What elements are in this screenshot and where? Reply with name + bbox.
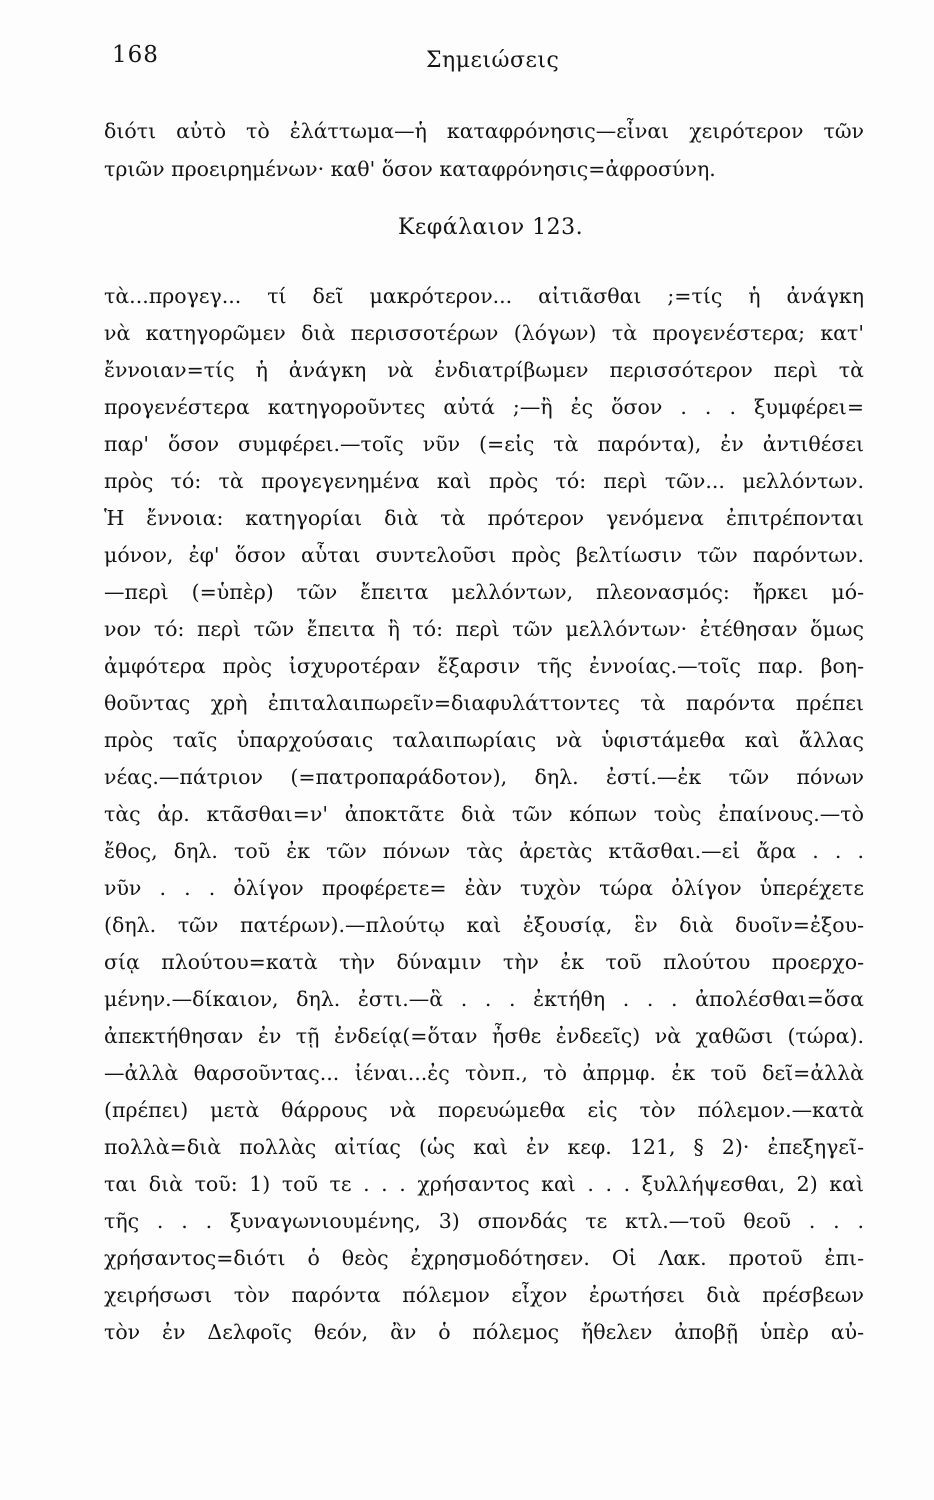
text-line: προγενέστερα κατηγοροῦντες αὐτά ;—ἢ ἐς ὅσον . . . ξυμφέρει= [104, 395, 864, 419]
text-line: πρὸς τό: τὰ προγεγενημένα καὶ πρὸς τό: περὶ τῶν... μελλόντων. [104, 469, 864, 493]
text-line: χρήσαντος=διότι ὁ θεὸς ἐχρησμοδότησεν. Οἱ Λακ. προτοῦ ἐπι- [104, 1246, 864, 1270]
text-line: νῦν . . . ὀλίγον προφέρετε= ἐὰν τυχὸν τώρα ὀλίγον ὑπερέχετε [104, 876, 864, 900]
text-line: πρὸς ταῖς ὑπαρχούσαις ταλαιπωρίαις νὰ ὑφιστάμεθα καὶ ἄλλας [104, 728, 864, 752]
running-title: Σημειώσεις [426, 48, 560, 73]
text-line: σίᾳ πλούτου=κατὰ τὴν δύναμιν τὴν ἐκ τοῦ πλούτου προερχο- [104, 950, 864, 974]
text-line: ἔννοιαν=τίς ἡ ἀνάγκη νὰ ἐνδιατρίβωμεν περισσότερον περὶ τὰ [104, 358, 864, 382]
text-line: —ἀλλὰ θαρσοῦντας... ἰέναι...ἐς τὸνπ., τὸ ἀπρμφ. ἐκ τοῦ δεῖ=ἀλλὰ [104, 1061, 864, 1085]
text-line: νὰ κατηγορῶμεν διὰ περισσοτέρων (λόγων) τὰ προγενέστερα; κατ' [104, 321, 864, 345]
text-line: διότι αὐτὸ τὸ ἐλάττωμα—ἡ καταφρόνησις—εἶναι χειρότερον τῶν [104, 119, 864, 143]
page-number: 168 [112, 42, 159, 68]
text-line: (δηλ. τῶν πατέρων).—πλούτῳ καὶ ἐξουσίᾳ, ἓν διὰ δυοῖν=ἐξου- [104, 913, 864, 937]
text-line: (πρέπει) μετὰ θάρρους νὰ πορευώμεθα εἰς τὸν πόλεμον.—κατὰ [104, 1098, 864, 1122]
text-line: ἀπεκτήθησαν ἐν τῇ ἐνδείᾳ(=ὅταν ἦσθε ἐνδεεῖς) νὰ χαθῶσι (τώρα). [104, 1024, 864, 1048]
text-line: τὰ...προγεγ... τί δεῖ μακρότερον... αἰτιᾶσθαι ;=τίς ἡ ἀνάγκη [104, 284, 864, 308]
text-line: πολλὰ=διὰ πολλὰς αἰτίας (ὡς καὶ ἐν κεφ. 121, § 2)· ἐπεξηγεῖ- [104, 1135, 864, 1159]
text-line: Ἡ ἔννοια: κατηγορίαι διὰ τὰ πρότερον γενόμενα ἐπιτρέπονται [104, 506, 864, 530]
text-line: τὰς ἀρ. κτᾶσθαι=ν' ἀποκτᾶτε διὰ τῶν κόπων τοὺς ἐπαίνους.—τὸ [104, 802, 864, 826]
text-line: —περὶ (=ὑπὲρ) τῶν ἔπειτα μελλόντων, πλεονασμός: ἤρκει μό- [104, 580, 864, 604]
text-line: τὸν ἐν Δελφοῖς θεόν, ἂν ὁ πόλεμος ἤθελεν ἀποβῇ ὑπὲρ αὐ- [104, 1320, 864, 1344]
text-line: ἀμφότερα πρὸς ἰσχυροτέραν ἔξαρσιν τῆς ἐννοίας.—τοῖς παρ. βοη- [104, 654, 864, 678]
text-line: ται διὰ τοῦ: 1) τοῦ τε . . . χρήσαντος καὶ . . . ξυλλήψεσθαι, 2) καὶ [104, 1172, 864, 1196]
text-line: τῆς . . . ξυναγωνιουμένης, 3) σπονδάς τε κτλ.—τοῦ θεοῦ . . . [104, 1209, 864, 1233]
text-line: χειρήσωσι τὸν παρόντα πόλεμον εἶχον ἐρωτήσει διὰ πρέσβεων [104, 1283, 864, 1307]
chapter-heading: Κεφάλαιον 123. [398, 215, 584, 240]
text-line: τριῶν προειρημένων· καθ' ὅσον καταφρόνησις=ἀφροσύνη. [104, 157, 716, 181]
text-line: νον τό: περὶ τῶν ἔπειτα ἢ τό: περὶ τῶν μελλόντων· ἐτέθησαν ὅμως [104, 617, 864, 641]
text-line: ἔθος, δηλ. τοῦ ἐκ τῶν πόνων τὰς ἀρετὰς κτᾶσθαι.—εἰ ἄρα . . . [104, 839, 864, 863]
text-line: νέας.—πάτριον (=πατροπαράδοτον), δηλ. ἐστί.—ἐκ τῶν πόνων [104, 765, 864, 789]
text-line: μένην.—δίκαιον, δηλ. ἐστι.—ἃ . . . ἐκτήθη . . . ἀπολέσθαι=ὅσα [104, 987, 864, 1011]
text-line: θοῦντας χρὴ ἐπιταλαιπωρεῖν=διαφυλάττοντες τὰ παρόντα πρέπει [104, 691, 864, 715]
text-line: μόνον, ἐφ' ὅσον αὗται συντελοῦσι πρὸς βελτίωσιν τῶν παρόντων. [104, 543, 864, 567]
text-line: παρ' ὅσον συμφέρει.—τοῖς νῦν (=εἰς τὰ παρόντα), ἐν ἀντιθέσει [104, 432, 864, 456]
